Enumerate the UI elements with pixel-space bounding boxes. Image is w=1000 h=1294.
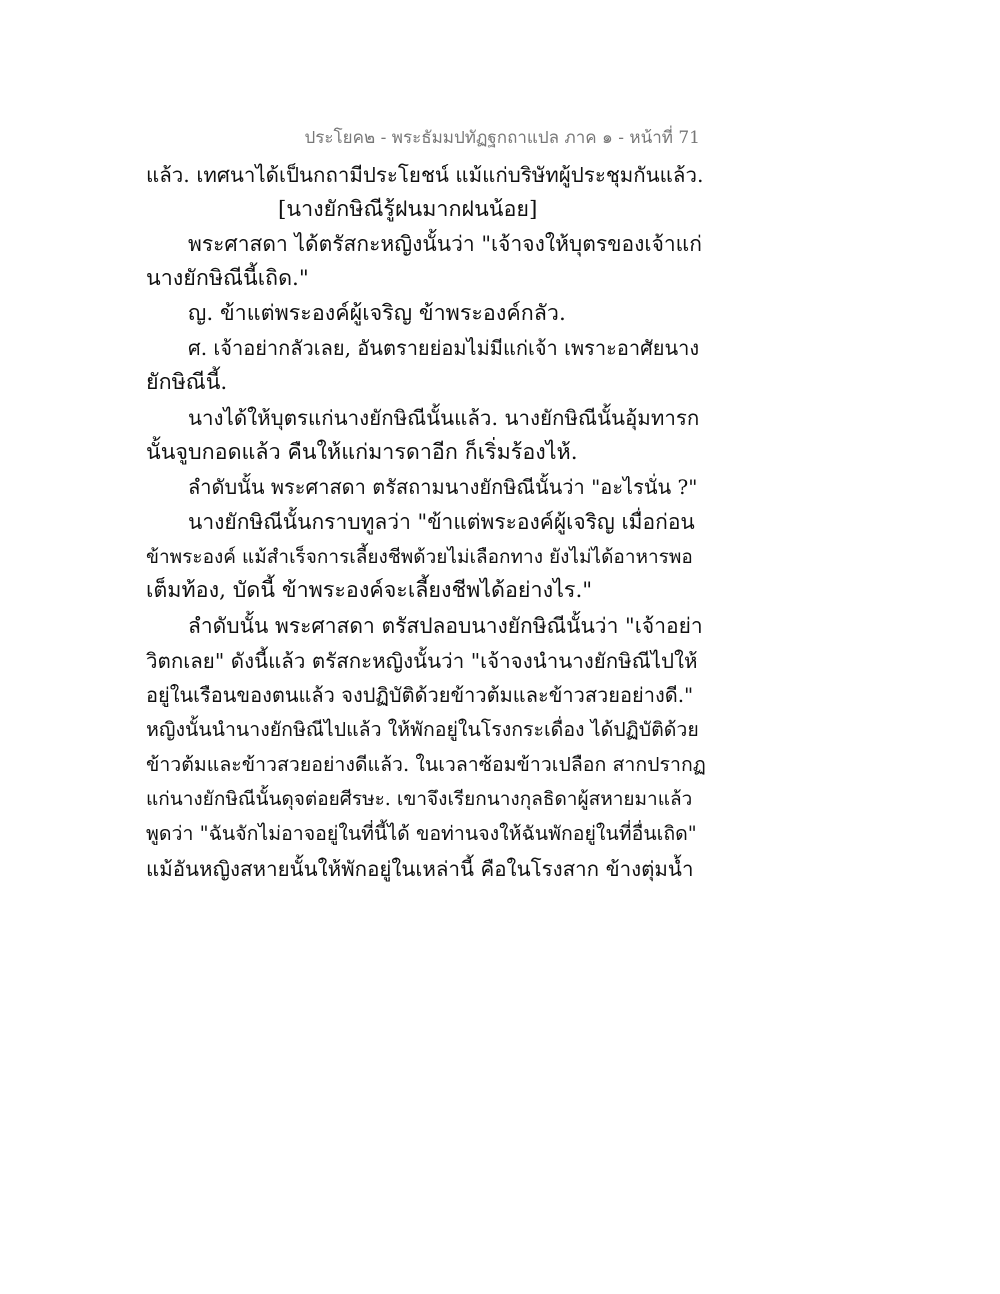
text-line: อยู่ในเรือนของตนแล้ว จงปฏิบัติด้วยข้าวต้มและข้าวสวยอย่างดี." xyxy=(146,683,694,708)
text-line: พระศาสดา ได้ตรัสกะหญิงนั้นว่า "เจ้าจงให้บุตรของเจ้าแก่ xyxy=(188,232,702,257)
text-line: เต็มท้อง, บัดนี้ ข้าพระองค์จะเลี้ยงชีพได้อย่างไร." xyxy=(146,578,593,604)
text-line: หญิงนั้นนำนางยักษิณีไปแล้ว ให้พักอยู่ในโรงกระเดื่อง ได้ปฏิบัติด้วย xyxy=(146,718,699,741)
text-line: นั้นจูบกอดแล้ว คืนให้แก่มารดาอีก ก็เริ่มร้องไห้. xyxy=(146,439,578,465)
text-line: ศ. เจ้าอย่ากลัวเลย, อันตรายย่อมไม่มีแก่เจ้า เพราะอาศัยนาง xyxy=(188,336,700,361)
text-line: ลำดับนั้น พระศาสดา ตรัสปลอบนางยักษิณีนั้นว่า "เจ้าอย่า xyxy=(188,613,703,638)
text-line: แล้ว. เทศนาได้เป็นกถามีประโยชน์ แม้แก่บริษัทผู้ประชุมกันแล้ว. xyxy=(146,163,704,187)
text-line: นางยักษิณีนั้นกราบทูลว่า "ข้าแต่พระองค์ผู้เจริญ เมื่อก่อน xyxy=(188,509,695,534)
text-line: พูดว่า "ฉันจักไม่อาจอยู่ในที่นี้ได้ ขอท่านจงให้ฉันพักอยู่ในที่อื่นเถิด" xyxy=(146,822,697,846)
text-line: ญ. ข้าแต่พระองค์ผู้เจริญ ข้าพระองค์กลัว. xyxy=(188,300,566,326)
text-line: นางยักษิณีนี้เถิด." xyxy=(146,266,309,292)
text-line: แม้อันหญิงสหายนั้นให้พักอยู่ในเหล่านี้ คือในโรงสาก ข้างตุ่มน้ำ xyxy=(146,856,694,881)
text-line: วิตกเลย" ดังนี้แล้ว ตรัสกะหญิงนั้นว่า "เจ้าจงนำนางยักษิณีไปให้ xyxy=(146,648,698,673)
text-line: ข้าพระองค์ แม้สำเร็จการเลี้ยงชีพด้วยไม่เลือกทาง ยังไม่ได้อาหารพอ xyxy=(146,545,693,568)
text-line: ลำดับนั้น พระศาสดา ตรัสถามนางยักษิณีนั้นว่า "อะไรนั่น ?" xyxy=(188,475,698,500)
text-line: ยักษิณีนี้. xyxy=(146,370,228,396)
text-line: นางได้ให้บุตรแก่นางยักษิณีนั้นแล้ว. นางยักษิณีนั้นอุ้มทารก xyxy=(188,405,700,430)
text-line: ข้าวต้มและข้าวสวยอย่างดีแล้ว. ในเวลาซ้อมข้าวเปลือก สากปรากฏ xyxy=(146,752,706,776)
running-header: ประโยค๒ - พระธัมมปทัฏฐกถาแปล ภาค ๑ - หน้าที่ 71 xyxy=(304,128,700,148)
body-text xyxy=(146,158,706,886)
text-line: แก่นางยักษิณีนั้นดุจต่อยศีรษะ. เขาจึงเรียกนางกุลธิดาผู้สหายมาแล้ว xyxy=(146,788,693,811)
section-heading: [นางยักษิณีรู้ฝนมากฝนน้อย] xyxy=(278,196,538,222)
